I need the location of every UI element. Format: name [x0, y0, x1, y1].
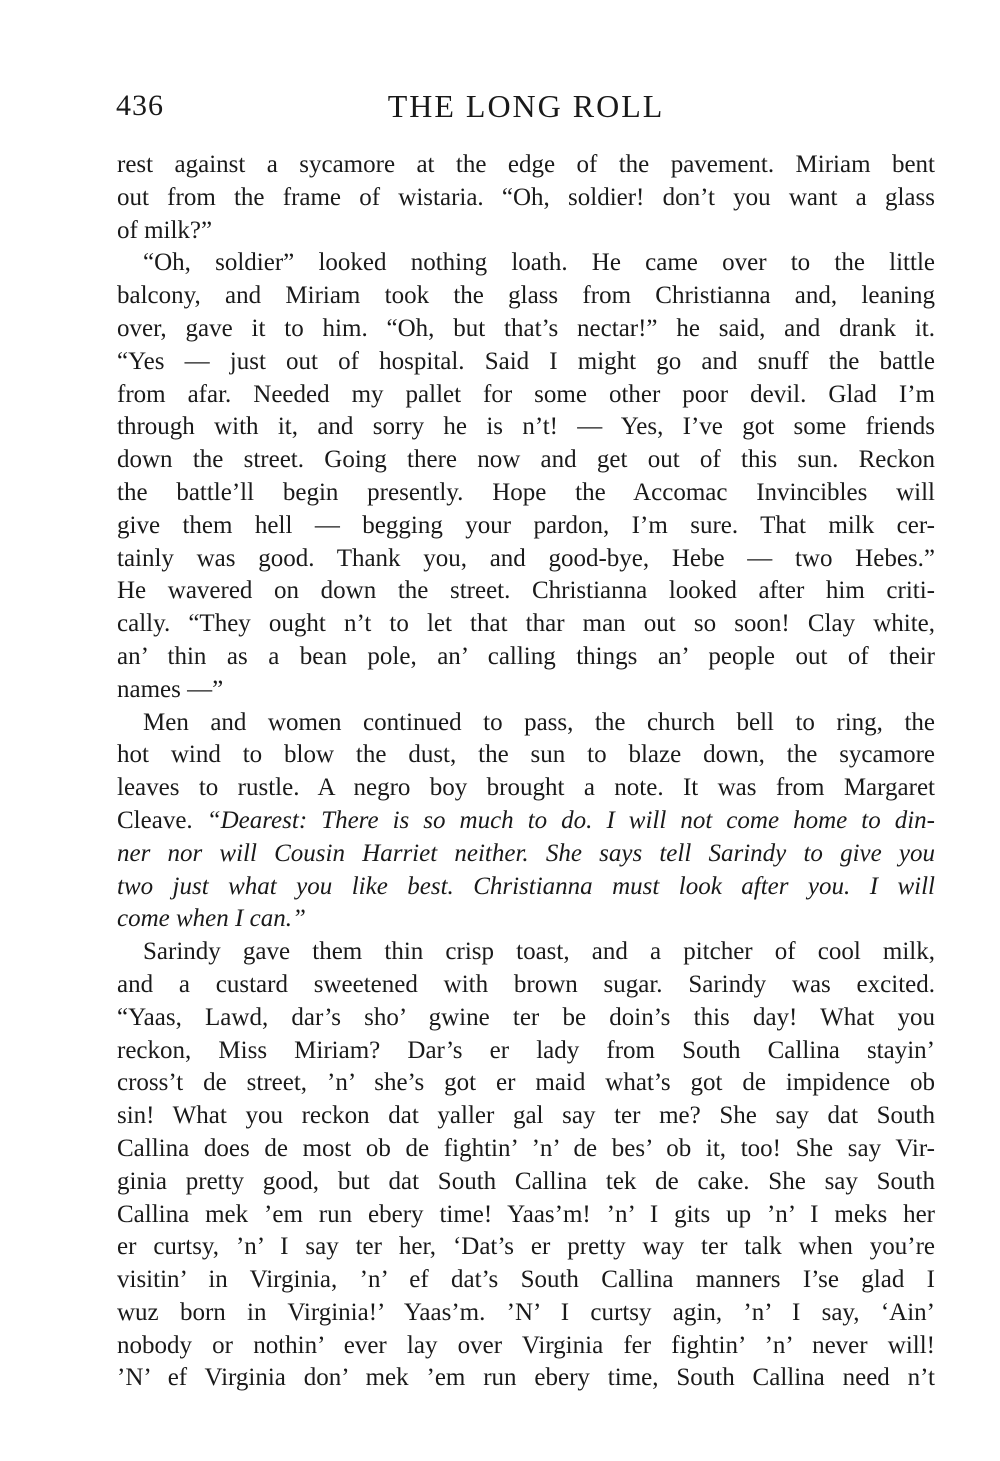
text-line: an’ thin as a bean pole, an’ calling things an’ people out of their — [117, 642, 935, 670]
text-line: give them hell — begging your pardon, I’m sure. That milk cer- — [117, 511, 935, 539]
note-text-line: come when I can.” — [117, 905, 306, 933]
text-line: over, gave it to him. “Oh, but that’s nectar!” he said, and drank it. — [117, 314, 935, 342]
paragraph — [117, 149, 935, 247]
text-line: cally. “They ought n’t to let that thar man out so soon! Clay white, — [117, 610, 935, 638]
note-text-line: “Dearest: There is so much to do. I will not come home to din- — [206, 806, 935, 834]
note-text-line: two just what you like best. Christianna must look after you. I will — [117, 872, 935, 900]
text-line — [117, 903, 935, 936]
text-line: Men and women continued to pass, the church bell to ring, the — [143, 708, 935, 736]
page-header — [116, 84, 936, 128]
text-line: Sarindy gave them thin crisp toast, and a pitcher of cool milk, — [143, 938, 935, 966]
text-line: through with it, and sorry he is n’t! — Yes, I’ve got some friends — [117, 413, 935, 441]
text-line: “Yaas, Lawd, dar’s sho’ gwine ter be doin’s this day! What you — [117, 1003, 935, 1031]
text-line: wuz born in Virginia!’ Yaas’m. ’N’ I curtsy agin, ’n’ I say, ‘Ain’ — [117, 1298, 935, 1326]
text-line: leaves to rustle. A negro boy brought a note. It was from Margaret — [117, 774, 935, 802]
paragraph — [117, 936, 935, 1395]
body-text — [117, 149, 935, 1395]
text-line: reckon, Miss Miriam? Dar’s er lady from South Callina stayin’ — [117, 1036, 935, 1064]
text-line: er curtsy, ’n’ I say ter her, ‘Dat’s er pretty way ter talk when you’re — [117, 1233, 935, 1261]
text-line: He wavered on down the street. Christianna looked after him criti- — [117, 577, 935, 605]
text-line: ’N’ ef Virginia don’ mek ’em run ebery time, South Callina need n’t — [117, 1364, 935, 1392]
paragraph — [117, 707, 935, 937]
text-line: nobody or nothin’ ever lay over Virginia fer fightin’ ’n’ never will! — [117, 1331, 935, 1359]
text-line: tainly was good. Thank you, and good-bye, Hebe — two Hebes.” — [117, 544, 935, 572]
running-title: THE LONG ROLL — [387, 88, 665, 124]
text-line — [117, 871, 935, 904]
text-line: and a custard sweetened with brown sugar. Sarindy was excited. — [117, 970, 935, 998]
text-line — [117, 805, 935, 838]
text-line: Callina mek ’em run ebery time! Yaas’m! ’n’ I gits up ’n’ I meks her — [117, 1200, 935, 1228]
text-line: of milk?” — [117, 216, 213, 244]
text-line: “Yes — just out of hospital. Said I might go and snuff the battle — [117, 347, 935, 375]
text-line: ginia pretty good, but dat South Callina tek de cake. She say South — [117, 1167, 935, 1195]
note-text-line: ner nor will Cousin Harriet neither. She says tell Sarindy to give you — [117, 839, 935, 867]
text-line: the battle’ll begin presently. Hope the Accomac Invincibles will — [117, 478, 935, 506]
text-line: out from the frame of wistaria. “Oh, soldier! don’t you want a glass — [117, 183, 935, 211]
text-line: “Oh, soldier” looked nothing loath. He came over to the little — [143, 249, 935, 277]
text-line: cross’t de street, ’n’ she’s got er maid what’s got de impidence ob — [117, 1069, 935, 1097]
page-number: 436 — [116, 89, 164, 122]
text-line: down the street. Going there now and get out of this sun. Reckon — [117, 446, 935, 474]
text-line: Callina does de most ob de fightin’ ’n’ de bes’ ob it, too! She say Vir- — [117, 1134, 935, 1162]
paragraph — [117, 247, 935, 706]
text-line: sin! What you reckon dat yaller gal say ter me? She say dat South — [117, 1102, 935, 1130]
note-lead: Cleave. — [117, 806, 207, 834]
text-line: rest against a sycamore at the edge of the pavement. Miriam bent — [117, 151, 935, 178]
text-line — [117, 838, 935, 871]
text-line: hot wind to blow the dust, the sun to blaze down, the sycamore — [117, 741, 935, 769]
text-line: balcony, and Miriam took the glass from Christianna and, leaning — [117, 282, 935, 310]
text-line: names —” — [117, 675, 224, 703]
text-line: from afar. Needed my pallet for some other poor devil. Glad I’m — [117, 380, 935, 408]
text-line: visitin’ in Virginia, ’n’ ef dat’s South Callina manners I’se glad I — [117, 1266, 935, 1294]
